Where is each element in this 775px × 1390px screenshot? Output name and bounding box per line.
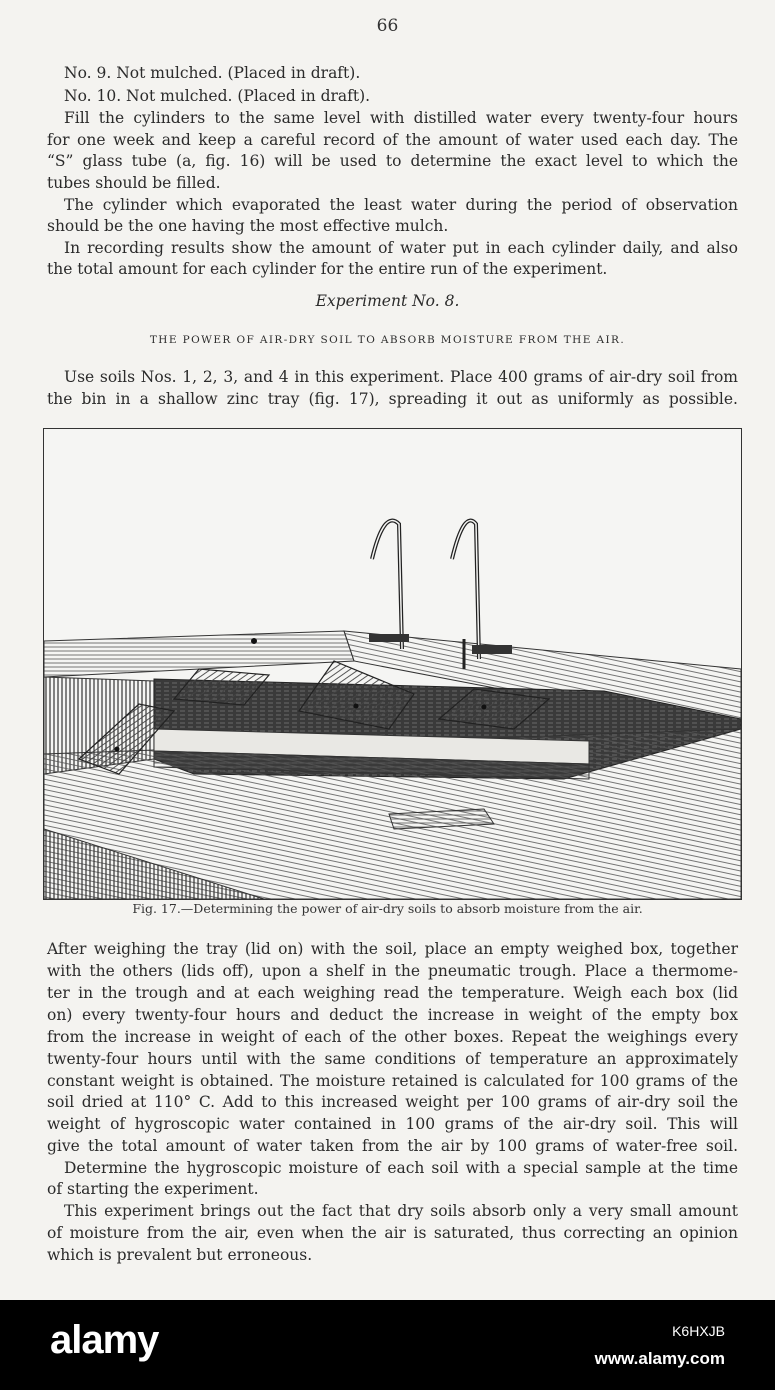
alamy-logo: alamy bbox=[50, 1318, 159, 1362]
figure-caption: Fig. 17.—Determining the power of air-dry soils to absorb moisture from the air. bbox=[132, 901, 643, 916]
text-line: the bin in a shallow zinc tray (fig. 17), spreading it out as uniformly as possible. bbox=[47, 390, 738, 408]
text-line: After weighing the tray (lid on) with the soil, place an empty weighed box, together bbox=[47, 940, 738, 958]
text-line: Use soils Nos. 1, 2, 3, and 4 in this experiment. Place 400 grams of air-dry soil from bbox=[64, 368, 738, 386]
text-line: Determine the hygroscopic moisture of each soil with a special sample at the time bbox=[64, 1159, 738, 1177]
text-line: tubes should be filled. bbox=[47, 174, 221, 192]
experiment-heading: Experiment No. 8. bbox=[315, 292, 460, 310]
text-line: from the increase in weight of each of the other boxes. Repeat the weighings every bbox=[47, 1028, 738, 1046]
text-line: constant weight is obtained. The moisture retained is calculated for 100 grams of the bbox=[47, 1072, 738, 1090]
image-id: K6HXJB bbox=[672, 1323, 725, 1339]
text-line: on) every twenty-four hours and deduct the increase in weight of the empty box bbox=[47, 1006, 738, 1024]
text-line: should be the one having the most effective mulch. bbox=[47, 217, 449, 235]
trough-engraving bbox=[44, 429, 741, 899]
experiment-title: THE POWER OF AIR-DRY SOIL TO ABSORB MOISTURE FROM THE AIR. bbox=[149, 334, 626, 346]
text-line: the total amount for each cylinder for the entire run of the experiment. bbox=[47, 260, 608, 278]
text-line: soil dried at 110° C. Add to this increased weight per 100 grams of air-dry soil the bbox=[47, 1093, 738, 1111]
text-line: for one week and keep a careful record of the amount of water used each day. The bbox=[47, 131, 738, 149]
text-line: “S” glass tube (a, fig. 16) will be used to determine the exact level to which the bbox=[47, 152, 738, 170]
text-line: ter in the trough and at each weighing read the temperature. Weigh each box (lid bbox=[47, 984, 738, 1002]
text-line: which is prevalent but erroneous. bbox=[47, 1246, 313, 1264]
text-line: of moisture from the air, even when the air is saturated, thus correcting an opinion bbox=[47, 1224, 738, 1242]
text-line: with the others (lids off), upon a shelf in the pneumatic trough. Place a thermome- bbox=[47, 962, 738, 980]
text-line: The cylinder which evaporated the least water during the period of observation bbox=[64, 196, 738, 214]
site-url: www.alamy.com bbox=[594, 1349, 725, 1368]
text-line: No. 9. Not mulched. (Placed in draft). bbox=[64, 64, 361, 82]
text-line: This experiment brings out the fact that dry soils absorb only a very small amount bbox=[64, 1202, 738, 1220]
figure-illustration bbox=[43, 428, 742, 900]
text-line: of starting the experiment. bbox=[47, 1180, 259, 1198]
page-number: 66 bbox=[376, 16, 399, 36]
text-line: In recording results show the amount of water put in each cylinder daily, and also bbox=[64, 239, 738, 257]
text-line: give the total amount of water taken from the air by 100 grams of water-free soil. bbox=[47, 1137, 738, 1155]
text-line: No. 10. Not mulched. (Placed in draft). bbox=[64, 87, 371, 105]
text-line: Fill the cylinders to the same level with distilled water every twenty-four hours bbox=[64, 109, 738, 127]
text-line: weight of hygroscopic water contained in 100 grams of the air-dry soil. This will bbox=[47, 1115, 738, 1133]
text-line: twenty-four hours until with the same conditions of temperature an approximately bbox=[47, 1050, 738, 1068]
